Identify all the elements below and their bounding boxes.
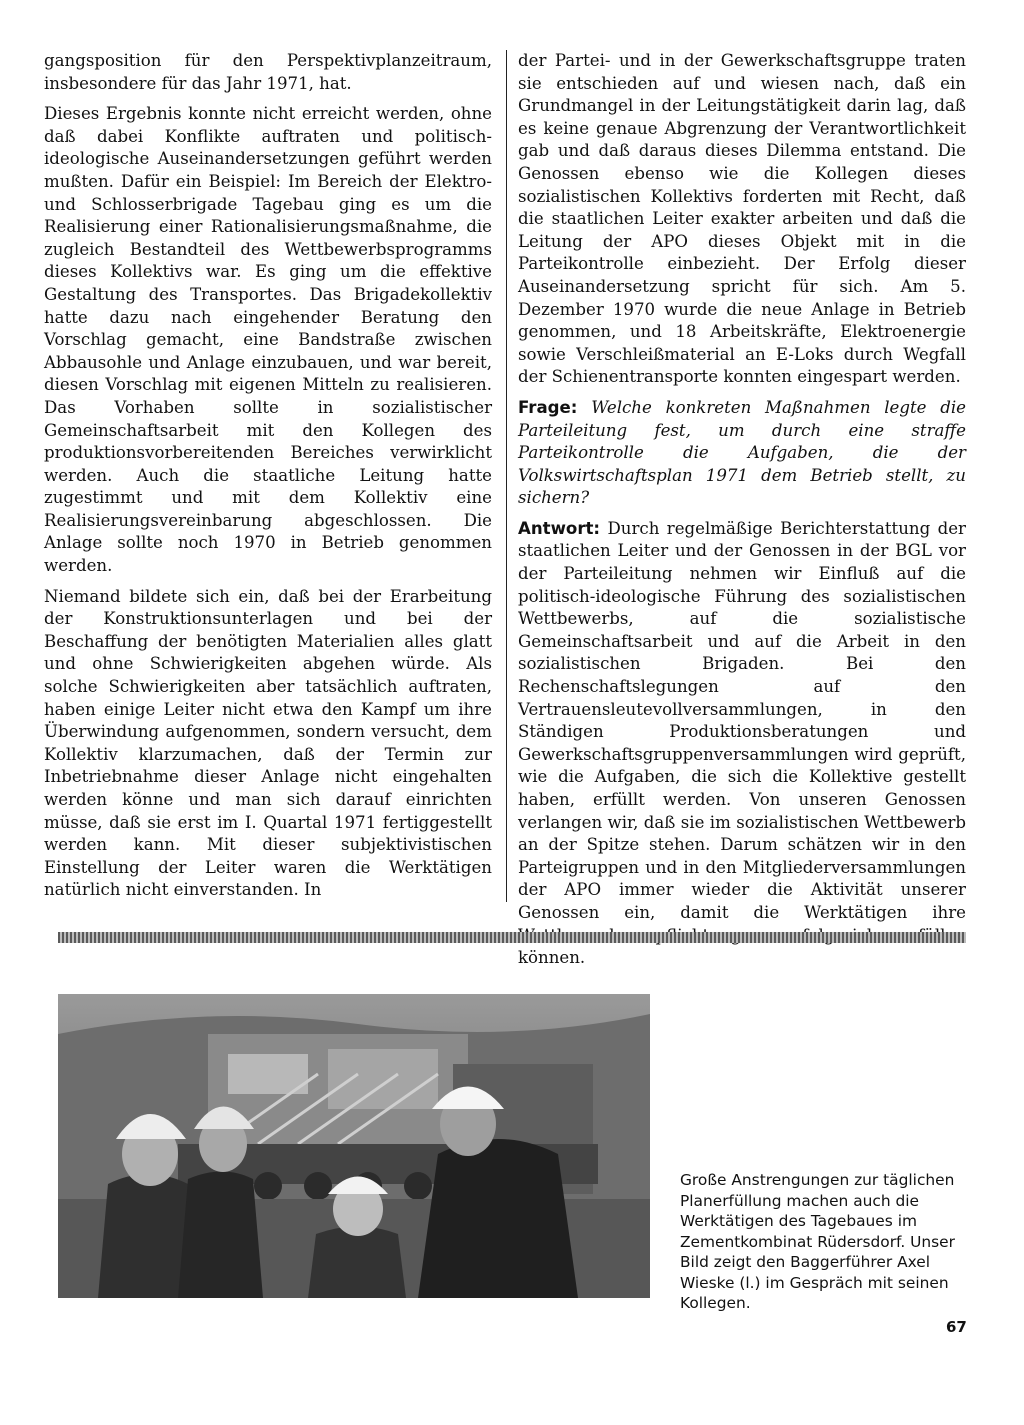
question-text: Welche konkreten Maßnahmen legte die Parteileitung fest, um durch eine straffe Parteikontrolle die Aufgaben, die der Volkswirtschaftsplan 1971 dem Betrieb stellt, zu sichern? [518, 397, 966, 508]
answer-block [518, 518, 966, 970]
left-paragraph-1: gangsposition für den Perspektivplanzeitraum, insbesondere für das Jahr 1971, hat. [44, 51, 492, 93]
right-paragraph-1: der Partei- und in der Gewerkschaftsgruppe traten sie entschieden auf und wiesen nach, daß ein Grundmangel in der Leitungstätigkeit darin lag, daß es keine genaue Abgrenzung der Verantwortlichkeit gab und daß daraus dieses Dilemma entstand. Die Genossen ebenso wie die Kollegen dieses sozialistischen Kollektivs forderten mit Recht, daß die staatlichen Leiter exakter arbeiten und daß die Leitung der APO dieses Objekt mit in die Parteikontrolle einbezieht. Der Erfolg dieser Auseinandersetzung spricht für sich. Am 5. Dezember 1970 wurde die neue Anlage in Betrieb genommen, und 18 Arbeitskräfte, Elektroenergie sowie Verschleißmaterial an E-Loks durch Wegfall der Schienentransporte konnten eingespart werden. [518, 51, 966, 387]
answer-text: Durch regelmäßige Berichterstattung der staatlichen Leiter und der Genossen in der BGL vor der Parteileitung nehmen wir Einfluß auf die politisch-ideologische Führung des sozialistischen Wettbewerbs, auf die sozialistische Gemeinschaftsarbeit und auf die Arbeit in den sozialistischen Brigaden. Bei den Rechenschaftslegungen auf den Vertrauensleutevollversammlungen, in den Ständigen Produktionsberatungen und Gewerkschaftsgruppenversammlungen wird geprüft, wie die Aufgaben, die sich die Kollektive gestellt haben, erfüllt werden. Von unseren Genossen verlangen wir, daß sie im sozialistischen Wettbewerb an der Spitze stehen. Darum schätzen wir in den Parteigruppen und in den Mitgliederversammlungen der APO immer wieder die Aktivität unserer Genossen ein, damit die Werktätigen ihre können. [518, 518, 966, 968]
left-column [44, 50, 492, 910]
answer-label: Antwort: [518, 518, 601, 538]
photo-caption: Große Anstrengungen zur täglichen Planerfüllung machen auch die Werktätigen des Tagebaues im Zementkombinat Rüdersdorf. Unser Bild zeigt den Baggerführer Axel Wieske (l.) im Gespräch mit seinen Kollegen. [680, 1171, 955, 1312]
question-label: Frage: [518, 397, 578, 417]
photo-excavator-workers [58, 994, 650, 1298]
page-number: 67 [946, 1318, 967, 1336]
left-paragraph-3: Niemand bildete sich ein, daß bei der Erarbeitung der Konstruktionsunterlagen und bei der Beschaffung der benötigten Materialien alles glatt und ohne Schwierigkeiten abgehen würde. Als solche Schwierigkeiten aber tatsächlich auftraten, haben einige Leiter nicht etwa den Kampf um ihre Überwindung aufgenommen, sondern versucht, dem Kollektiv klarzumachen, daß der Termin zur Inbetriebnahme dieser Anlage nicht eingehalten werden könne und man sich darauf einrichten müsse, daß sie erst im I. Quartal 1971 fertiggestellt werden kann. Mit dieser subjektivistischen Einstellung der Leiter waren die Werktätigen natürlich nicht einverstanden. In [44, 586, 492, 900]
column-divider [506, 50, 507, 902]
question-block [518, 397, 966, 510]
photo-illustration [58, 994, 650, 1298]
left-paragraph-2: Dieses Ergebnis konnte nicht erreicht werden, ohne daß dabei Konflikte auftraten und politisch-ideologische Auseinandersetzungen geführt werden mußten. Dafür ein Beispiel: Im Bereich der Elektro- und Schlosserbrigade Tagebau ging es um die Realisierung einer Rationalisierungsmaßnahme, die zugleich Bestandteil des Wettbewerbsprogramms dieses Kollektivs war. Es ging um die effektive Gestaltung des Transportes. Das Brigadekollektiv hatte dazu nach eingehender Beratung den Vorschlag gemacht, eine Bandstraße zwischen Abbausohle und Anlage einzubauen, und war bereit, diesen Vorschlag mit eigenen Mitteln zu realisieren. Das Vorhaben sollte in sozialistischer Gemeinschaftsarbeit mit den Kollegen des produktionsvorbereitenden Bereiches verwirklicht werden. Auch die staatliche Leitung hatte zugestimmt und mit dem Kollektiv eine Realisierungsvereinbarung abgeschlossen. Die Anlage sollte noch 1970 in Betrieb genommen werden. [44, 104, 492, 576]
right-column [518, 50, 966, 978]
decorative-rule [58, 932, 966, 943]
